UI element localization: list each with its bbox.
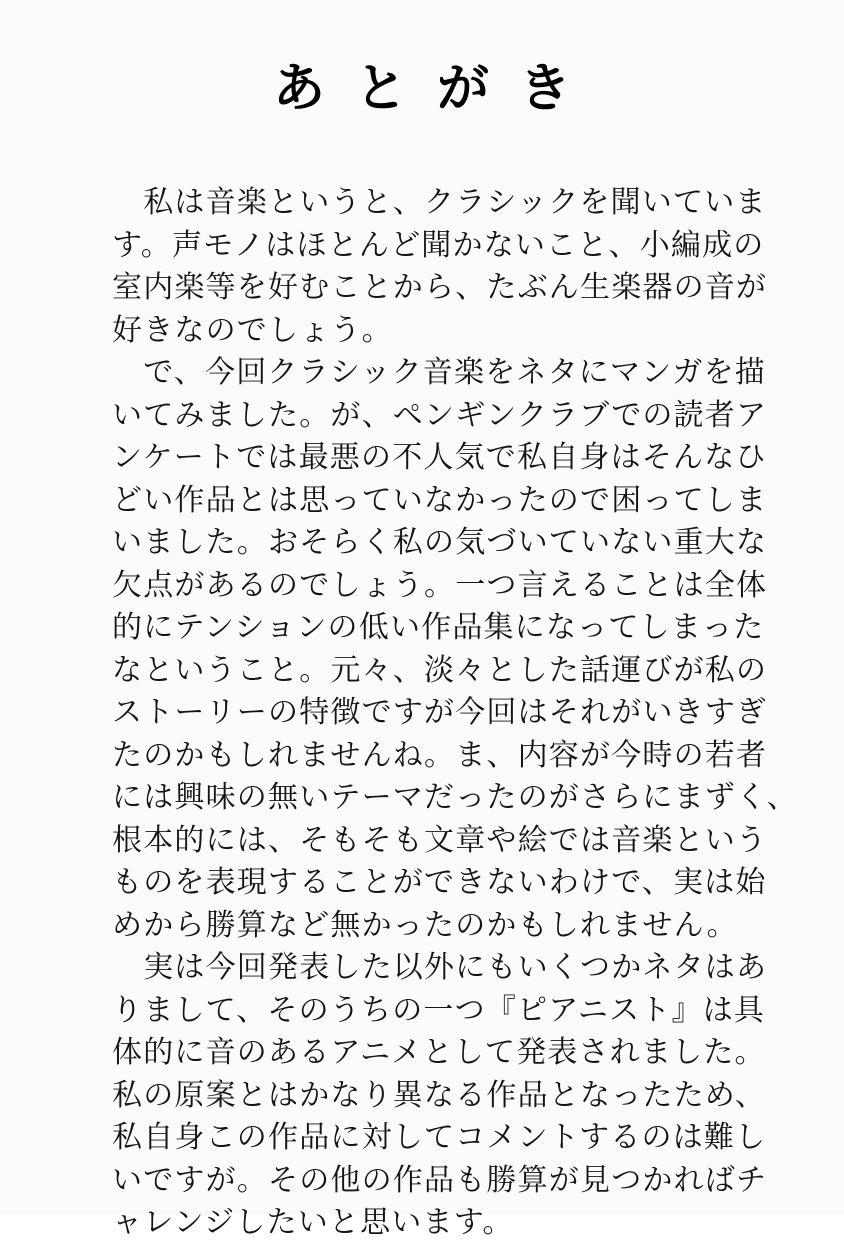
text-line: りまして、そのうちの一つ『ピアニスト』は具 <box>112 992 766 1028</box>
text-line: す。声モノはほとんど聞かないこと、小編成の <box>112 227 765 263</box>
text-line: いました。おそらく私の気づいていない重大な <box>112 525 768 560</box>
text-line: で、今回クラシック音楽をネタにマンガを描 <box>112 355 766 390</box>
text-line: 好きなのでしょう。 <box>112 312 393 348</box>
text-line: 室内楽等を好むことから、たぶん生楽器の音が <box>112 270 768 305</box>
text-line: 私は音楽というと、クラシックを聞いていま <box>112 185 767 220</box>
text-line: どい作品とは思っていなかったので困ってしま <box>112 482 768 518</box>
text-line: 私の原案とはかなり異なる作品となったため、 <box>112 1077 766 1113</box>
page-title: あとがき <box>272 59 601 119</box>
text-line: 根本的には、そもそも文章や絵では音楽という <box>112 822 768 858</box>
text-line: ストーリーの特徴ですが今回はそれがいきすぎ <box>112 695 768 730</box>
text-line: いてみました。が、ペンギンクラブでの読者ア <box>112 397 768 433</box>
text-line: 私自身この作品に対してコメントするのは難し <box>112 1120 767 1155</box>
text-line: ものを表現することができないわけで、実は始 <box>112 865 767 900</box>
afterword-body <box>112 182 798 1245</box>
text-line: 体的に音のあるアニメとして発表されました。 <box>112 1035 766 1070</box>
text-line: たのかもしれませんね。ま、内容が今時の若者 <box>112 737 768 773</box>
text-line: いですが。その他の作品も勝算が見つかればチ <box>112 1162 768 1198</box>
text-line: なということ。元々、淡々とした話運びが私の <box>112 652 768 688</box>
text-line: ャレンジしたいと思います。 <box>112 1205 514 1240</box>
text-line: 欠点があるのでしょう。一つ言えることは全体 <box>112 567 768 603</box>
text-line: 的にテンションの低い作品集になってしまった <box>112 610 765 645</box>
text-line: 実は今回発表した以外にもいくつかネタはあ <box>112 950 768 985</box>
text-line: めから勝算など無かったのかもしれません。 <box>112 907 738 943</box>
text-line: ンケートでは最悪の不人気で私自身はそんなひ <box>112 440 767 475</box>
text-line: には興味の無いテーマだったのがさらにまずく、 <box>112 780 798 815</box>
